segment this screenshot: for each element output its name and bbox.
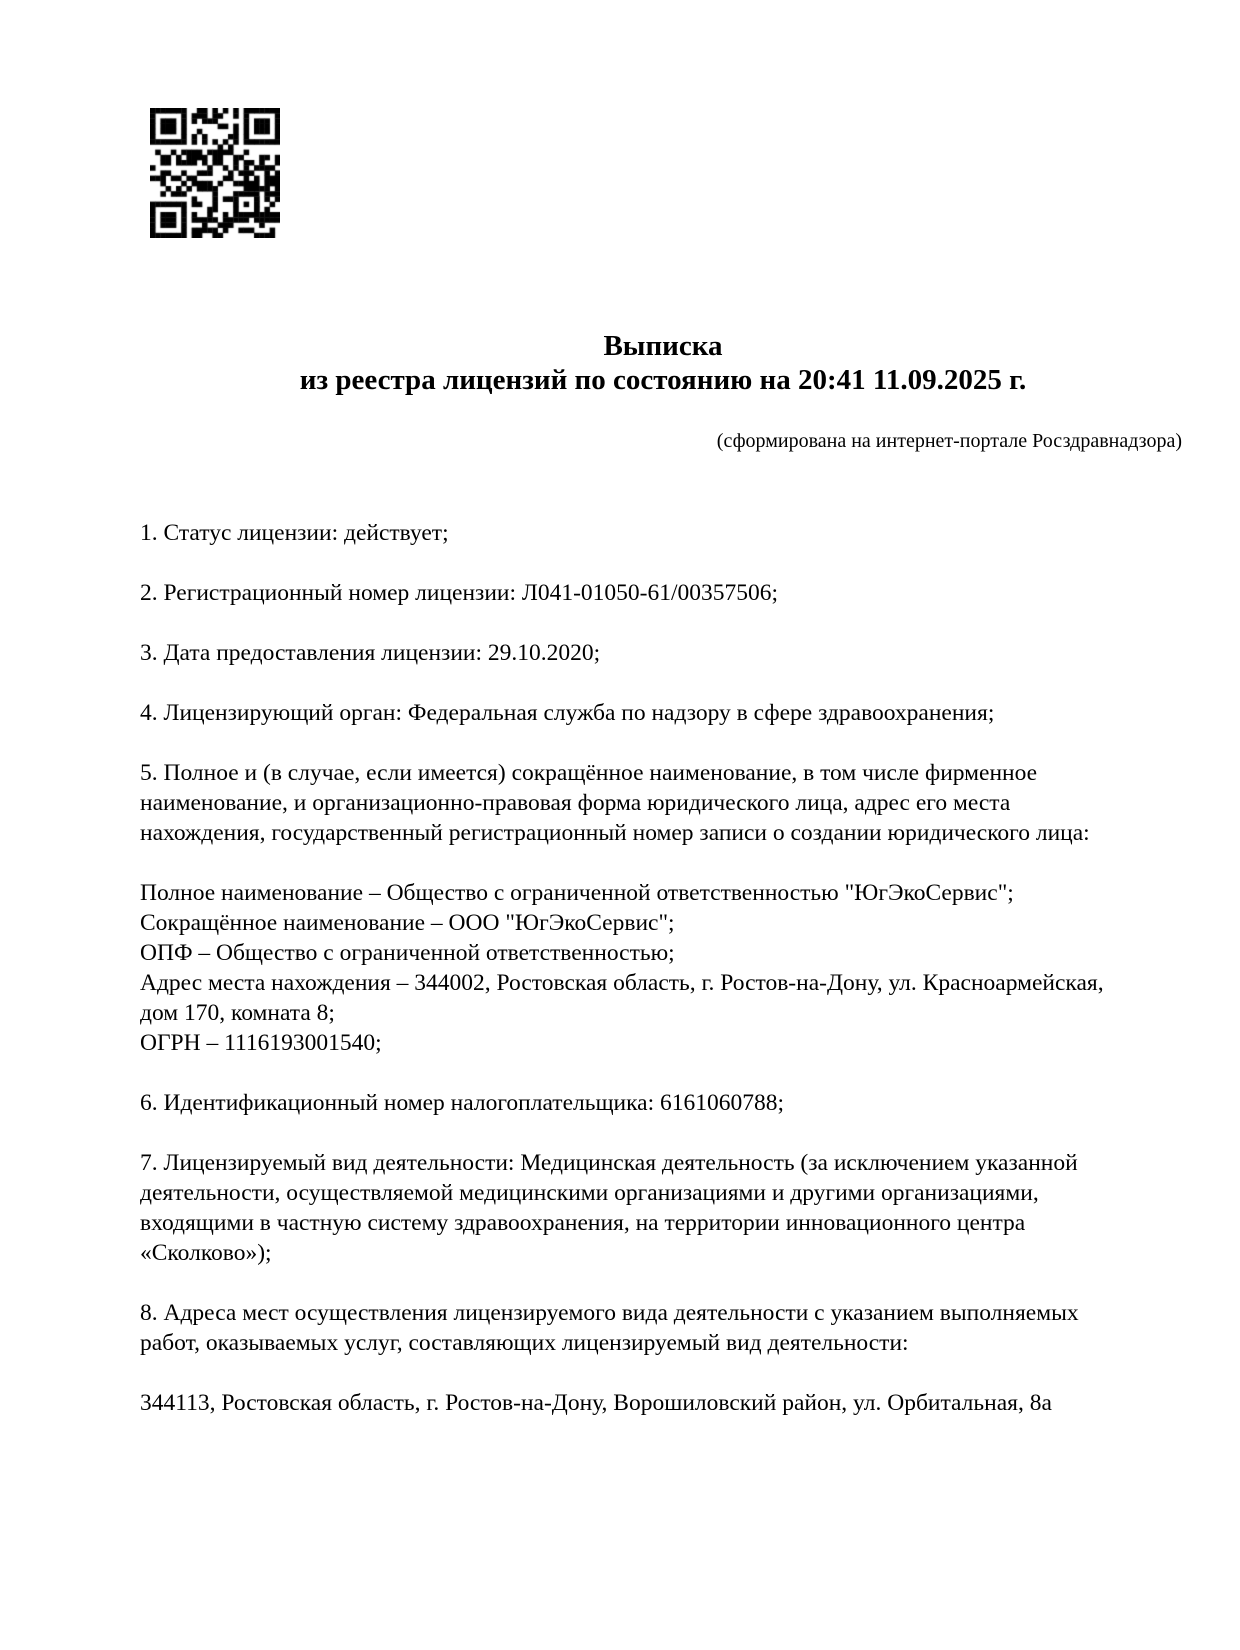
license-status-line: 1. Статус лицензии: действует;	[140, 520, 449, 546]
legal-address-line-1: Адрес места нахождения – 344002, Ростовская область, г. Ростов-на-Дону, ул. Красноармейская,	[140, 970, 1104, 996]
paragraph-license-status	[140, 518, 1185, 548]
activity-addresses-clause-line-2: работ, оказываемых услуг, составляющих лицензируемый вид деятельности:	[140, 1330, 909, 1356]
document-subtitle: (сформирована на интернет-портале Росздравнадзора)	[716, 430, 1182, 452]
title-line-2: из реестра лицензий по состоянию на 20:41 11.09.2025 г.	[299, 364, 1027, 396]
paragraph-registration-number	[140, 578, 1185, 608]
legal-address-line-2: дом 170, комната 8;	[140, 1000, 335, 1026]
registration-number-line: 2. Регистрационный номер лицензии: Л041-01050-61/00357506;	[140, 580, 779, 606]
activity-addresses-clause-line-1: 8. Адреса мест осуществления лицензируемого вида деятельности с указанием выполняемых	[140, 1300, 1079, 1326]
short-name-line: Сокращённое наименование – ООО "ЮгЭкоСервис";	[140, 910, 675, 936]
title-line-1: Выписка	[603, 330, 723, 362]
name-clause-line-2: наименование, и организационно-правовая форма юридического лица, адрес его места	[140, 790, 1011, 816]
full-name-line: Полное наименование – Общество с ограниченной ответственностью "ЮгЭкоСервис";	[140, 880, 1014, 906]
paragraph-grant-date	[140, 638, 1185, 668]
paragraph-activity-addresses-clause	[140, 1298, 1185, 1358]
name-clause-line-1: 5. Полное и (в случае, если имеется) сокращённое наименование, в том числе фирменное	[140, 760, 1038, 786]
activity-address-line: 344113, Ростовская область, г. Ростов-на-Дону, Ворошиловский район, ул. Орбитальная, 8а	[140, 1390, 1052, 1416]
paragraph-organization-details	[140, 878, 1185, 1058]
name-clause-line-3: нахождения, государственный регистрационный номер записи о создании юридического лица:	[140, 820, 1090, 846]
ogrn-line: ОГРН – 1116193001540;	[140, 1030, 382, 1056]
legal-form-line: ОПФ – Общество с ограниченной ответственностью;	[140, 940, 675, 966]
paragraph-activity-type	[140, 1148, 1185, 1268]
activity-type-line-1: 7. Лицензируемый вид деятельности: Медицинская деятельность (за исключением указанной	[140, 1150, 1078, 1176]
paragraph-taxpayer-number	[140, 1088, 1185, 1118]
paragraph-activity-address	[140, 1388, 1185, 1418]
licensing-authority-line: 4. Лицензирующий орган: Федеральная служба по надзору в сфере здравоохранения;	[140, 700, 995, 726]
document-title	[140, 329, 1186, 397]
grant-date-line: 3. Дата предоставления лицензии: 29.10.2020;	[140, 640, 601, 666]
qr-code	[150, 108, 280, 238]
inn-line: 6. Идентификационный номер налогоплательщика: 6161060788;	[140, 1090, 785, 1116]
activity-type-line-3: входящими в частную систему здравоохранения, на территории инновационного центра	[140, 1210, 1026, 1236]
document-body	[140, 518, 1185, 1448]
paragraph-name-clause	[140, 758, 1185, 848]
activity-type-line-2: деятельности, осуществляемой медицинскими организациями и другими организациями,	[140, 1180, 1039, 1206]
paragraph-licensing-authority	[140, 698, 1185, 728]
activity-type-line-4: «Сколково»);	[140, 1240, 272, 1266]
